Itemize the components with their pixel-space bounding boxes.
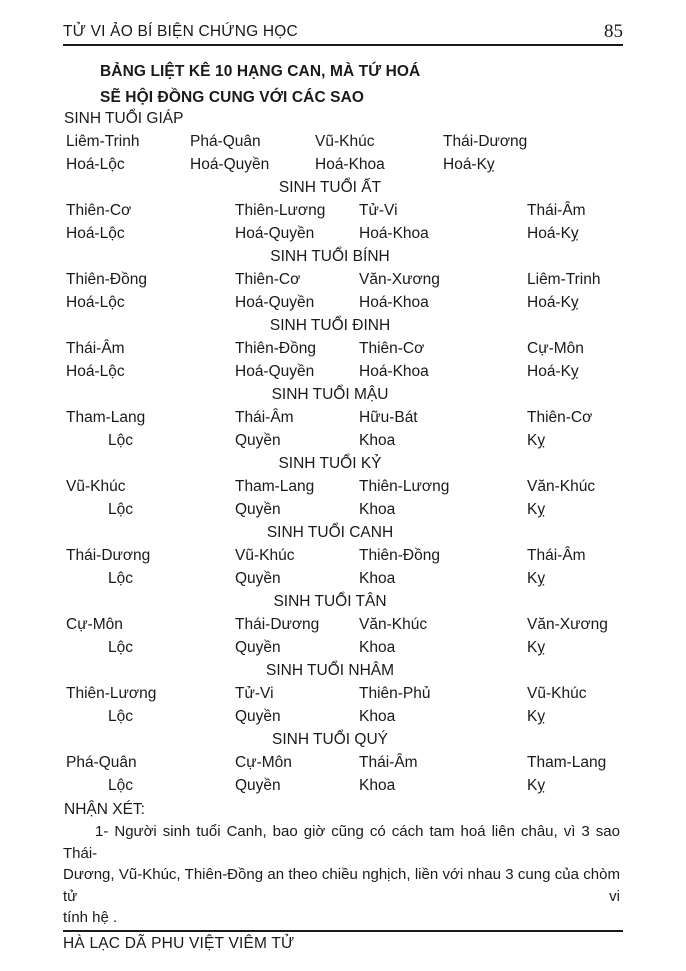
section-header: SINH TUỔI GIÁP bbox=[64, 110, 184, 127]
star-cell: Thái-Dương bbox=[235, 616, 320, 633]
hoa-cell: Khoa bbox=[359, 708, 396, 725]
star-cell: Thái-Âm bbox=[66, 340, 125, 357]
hoa-cell: Khoa bbox=[359, 777, 396, 794]
star-cell: Thái-Dương bbox=[443, 133, 528, 150]
hoa-cell: Khoa bbox=[359, 501, 396, 518]
star-row bbox=[0, 406, 686, 429]
hoa-cell: Hoá-Quyền bbox=[235, 294, 315, 311]
star-cell: Thiên-Đồng bbox=[235, 340, 316, 357]
star-cell: Thiên-Phủ bbox=[359, 685, 431, 702]
hoa-cell: Quyền bbox=[235, 570, 281, 587]
running-header bbox=[63, 22, 623, 46]
star-cell: Thái-Dương bbox=[66, 547, 151, 564]
footer-text: HÀ LẠC DÃ PHU VIỆT VIÊM TỬ bbox=[63, 935, 295, 952]
hoa-cell: Lộc bbox=[108, 708, 133, 725]
stem-transformation-table bbox=[0, 107, 686, 797]
star-cell: Tử-Vi bbox=[359, 202, 398, 219]
page-footer bbox=[63, 930, 623, 953]
section-header: SINH TUỔI CANH bbox=[266, 524, 394, 541]
hoa-row bbox=[0, 429, 686, 452]
hoa-cell: Lộc bbox=[108, 777, 133, 794]
star-cell: Thiên-Cơ bbox=[527, 409, 593, 426]
hoa-row bbox=[0, 222, 686, 245]
hoa-cell: Quyền bbox=[235, 432, 281, 449]
document-title-line-2: SẼ HỘI ĐỒNG CUNG VỚI CÁC SAO bbox=[100, 89, 365, 106]
hoa-cell: Hoá-Quyền bbox=[235, 225, 315, 242]
star-cell: Văn-Xương bbox=[527, 616, 608, 633]
hoa-row bbox=[0, 636, 686, 659]
section-header: SINH TUỔI ĐINH bbox=[269, 317, 391, 334]
star-cell: Tham-Lang bbox=[66, 409, 146, 426]
section-header: SINH TUỔI NHÂM bbox=[265, 662, 395, 679]
hoa-cell: Khoa bbox=[359, 432, 396, 449]
star-cell: Cự-Môn bbox=[527, 340, 584, 357]
star-cell: Thiên-Lương bbox=[359, 478, 450, 495]
hoa-cell: Lộc bbox=[108, 639, 133, 656]
section-header: SINH TUỔI KỶ bbox=[278, 455, 382, 472]
remark-label: NHẬN XÉT: bbox=[64, 801, 145, 818]
hoa-cell: Quyền bbox=[235, 708, 281, 725]
hoa-cell: Quyền bbox=[235, 501, 281, 518]
star-cell: Thái-Âm bbox=[235, 409, 294, 426]
document-title-line-1: BẢNG LIỆT KÊ 10 HẠNG CAN, MÀ TỨ HOÁ bbox=[100, 63, 421, 80]
star-row bbox=[0, 268, 686, 291]
star-row bbox=[0, 130, 686, 153]
star-row bbox=[0, 613, 686, 636]
hoa-cell: Quyền bbox=[235, 639, 281, 656]
star-cell: Thiên-Cơ bbox=[66, 202, 132, 219]
star-cell: Thái-Âm bbox=[359, 754, 418, 771]
remark-paragraph bbox=[63, 821, 620, 929]
hoa-cell: Hoá-Lộc bbox=[66, 225, 125, 242]
section-header: SINH TUỔI BÍNH bbox=[270, 248, 390, 265]
star-row bbox=[0, 337, 686, 360]
star-cell: Thiên-Đồng bbox=[66, 271, 147, 288]
hoa-cell: Kỵ bbox=[527, 639, 546, 656]
star-row bbox=[0, 199, 686, 222]
hoa-row bbox=[0, 705, 686, 728]
hoa-cell: Hoá-Lộc bbox=[66, 294, 125, 311]
hoa-row bbox=[0, 567, 686, 590]
hoa-cell: Hoá-Khoa bbox=[359, 225, 429, 242]
hoa-cell: Kỵ bbox=[527, 570, 546, 587]
star-cell: Tham-Lang bbox=[235, 478, 315, 495]
star-cell: Thiên-Lương bbox=[66, 685, 157, 702]
star-cell: Thái-Âm bbox=[527, 202, 586, 219]
hoa-row bbox=[0, 153, 686, 176]
hoa-cell: Kỵ bbox=[527, 708, 546, 725]
star-cell: Phá-Quân bbox=[66, 754, 137, 771]
hoa-cell: Hoá-Lộc bbox=[66, 156, 125, 173]
hoa-cell: Hoá-Khoa bbox=[359, 294, 429, 311]
star-cell: Phá-Quân bbox=[190, 133, 261, 150]
star-cell: Thiên-Cơ bbox=[235, 271, 301, 288]
star-cell: Vũ-Khúc bbox=[235, 547, 295, 564]
star-cell: Thái-Âm bbox=[527, 547, 586, 564]
star-cell: Liêm-Trinh bbox=[527, 271, 601, 288]
hoa-cell: Kỵ bbox=[527, 432, 546, 449]
star-cell: Văn-Khúc bbox=[527, 478, 596, 495]
hoa-cell: Hoá-Quyền bbox=[235, 363, 315, 380]
hoa-cell: Hoá-Khoa bbox=[359, 363, 429, 380]
hoa-cell: Kỵ bbox=[527, 501, 546, 518]
star-cell: Cự-Môn bbox=[235, 754, 292, 771]
hoa-row bbox=[0, 774, 686, 797]
section-header: SINH TUỔI MẬU bbox=[271, 386, 389, 403]
star-cell: Thiên-Lương bbox=[235, 202, 326, 219]
star-row bbox=[0, 544, 686, 567]
section-header: SINH TUỔI ẤT bbox=[278, 179, 382, 196]
section-header: SINH TUỔI QUÝ bbox=[272, 731, 388, 748]
star-row bbox=[0, 751, 686, 774]
remark-line: tính hệ . bbox=[63, 909, 118, 926]
hoa-cell: Hoá-Kỵ bbox=[527, 294, 579, 311]
document-title bbox=[100, 59, 420, 111]
star-cell: Tham-Lang bbox=[527, 754, 607, 771]
hoa-cell: Hoá-Khoa bbox=[315, 156, 385, 173]
hoa-cell: Kỵ bbox=[527, 777, 546, 794]
star-cell: Hữu-Bát bbox=[359, 409, 418, 426]
hoa-cell: Hoá-Kỵ bbox=[527, 363, 579, 380]
star-cell: Cự-Môn bbox=[66, 616, 123, 633]
hoa-row bbox=[0, 498, 686, 521]
running-title: TỬ VI ẢO BÍ BIỆN CHỨNG HỌC bbox=[63, 23, 298, 40]
hoa-cell: Lộc bbox=[108, 501, 133, 518]
page-number: 85 bbox=[604, 21, 623, 42]
hoa-row bbox=[0, 291, 686, 314]
star-cell: Văn-Xương bbox=[359, 271, 440, 288]
hoa-cell: Hoá-Kỵ bbox=[527, 225, 579, 242]
hoa-cell: Hoá-Lộc bbox=[66, 363, 125, 380]
star-cell: Thiên-Cơ bbox=[359, 340, 425, 357]
hoa-cell: Hoá-Quyền bbox=[190, 156, 270, 173]
hoa-cell: Quyền bbox=[235, 777, 281, 794]
star-row bbox=[0, 475, 686, 498]
star-row bbox=[0, 682, 686, 705]
star-cell: Vũ-Khúc bbox=[527, 685, 587, 702]
hoa-cell: Khoa bbox=[359, 570, 396, 587]
star-cell: Tử-Vi bbox=[235, 685, 274, 702]
section-header: SINH TUỔI TÂN bbox=[273, 593, 387, 610]
star-cell: Văn-Khúc bbox=[359, 616, 428, 633]
remark-line: 1- Người sinh tuổi Canh, bao giờ cũng có cách tam hoá liên châu, vì 3 sao Thái- bbox=[63, 823, 620, 862]
remark-line: Dương, Vũ-Khúc, Thiên-Đồng an theo chiều nghịch, liền với nhau 3 cung của chòm tử vi bbox=[63, 866, 620, 905]
hoa-cell: Hoá-Kỵ bbox=[443, 156, 495, 173]
hoa-row bbox=[0, 360, 686, 383]
star-cell: Liêm-Trinh bbox=[66, 133, 140, 150]
hoa-cell: Lộc bbox=[108, 570, 133, 587]
hoa-cell: Khoa bbox=[359, 639, 396, 656]
star-cell: Vũ-Khúc bbox=[315, 133, 375, 150]
hoa-cell: Lộc bbox=[108, 432, 133, 449]
star-cell: Thiên-Đồng bbox=[359, 547, 440, 564]
star-cell: Vũ-Khúc bbox=[66, 478, 126, 495]
